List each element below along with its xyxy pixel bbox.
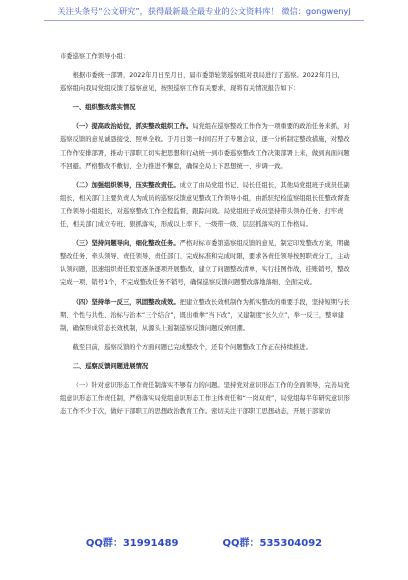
qq-group-1[interactable]: QQ群：31991489: [85, 538, 179, 549]
item-paragraph-1: [60, 120, 350, 172]
qq-group-2[interactable]: QQ群：535304092: [222, 538, 323, 549]
item-title: （二）加强组织领导，压实整改责任。: [72, 181, 180, 189]
item-paragraph-3: [60, 237, 350, 289]
item-title: （三）坚持问题导向，细化整改任务。: [72, 240, 180, 248]
promo-banner[interactable]: 关注头条号“公文研究”，获得最新最全最专业的公文资料库！ 微信：gongwenyj: [57, 6, 351, 16]
item-title: （四）坚持举一反三，巩固整改成效。: [72, 298, 180, 306]
header-divider: [44, 20, 364, 21]
item-body: 严格对标市委第巡察组反馈的意见，制定印发整改方案，明确整改任务、牵头领导、责任领导、责任部门、完成标准和完成时限，要求各责任领导按照职责分工，主动认领问题，迅速组织责任股室逐条逐项开展整改，建立了问题整改清单，实行挂图作战，挂账销号，整改完成一项、销号1个，不完成整改任务不销号，确保巡察反馈问题整改落地落细、全面完成。: [60, 240, 350, 287]
document-body: [60, 50, 350, 418]
item-body: 成立了由局党组书记、局长任组长，其他局党组班子成员任副组长，相关部门主要负责人为成员的巡察反馈意见整改工作领导小组，由派驻纪检监察组组长任整改督查工作领导小组组长，对巡察整改工作全程监督，跟踪问效。局党组班子成员坚持带头领办任务、打牢责任，相关部门成立专班、狠抓落实，形成以上率下、一级带一级、层层抓落实的工作格局。: [60, 181, 350, 229]
item-paragraph-4: [60, 296, 350, 335]
item-title: （一）提高政治站位，抓实整改组织工作。: [72, 123, 193, 131]
item-paragraph-2: [60, 179, 350, 231]
contact-footer: [0, 537, 408, 551]
item-body: 局党组在巡察整改工作作为一项重要的政治任务来抓，对巡察反馈的意见诚恳接受、照单全收。于月日第一时间召开了专题会议，逐一分析制定整改措施，对整改工作作安排部署，推动干部职工切实把思想和行动统一到市委巡察整改工作决策部署上来，做到真面问题不回避。严格整改不敷衍、全力推进不懈怠，确保全局上下思想统一、步调一致。: [60, 123, 350, 170]
closing-paragraph: 截至目前，巡察反馈的个方面问题已完成整改个，还有个问题整改工作正在持续推进。: [72, 343, 312, 351]
intro-paragraph: 根据市委统一部署，2022年月日至月日，届市委第轮第巡察组对我局进行了巡察。2022年月日，巡察组向我局党组反馈了巡察意见，按照巡察工作有关要求，现将有关情况报告如下：: [60, 72, 344, 93]
item-body: 把建立整改长效机制作为抓实整改的重要手段，坚持短期与长期、个性与共性、治标与治本“三个结合”，既出重拳“当下改”，又建制度“长久立”，举一反三，整章建制，确保形成常态长效机制，从源头上遏制巡察反馈问题反弹回潮。: [60, 298, 350, 332]
section2-paragraph: （一）针对意识形态工作责任制落实不够有力的问题。坚持党对意识形态工作的全面领导，完善局党组意识形态工作责任制，严格落实局党组意识形态工作主体责任和“一岗双责”，局党组每半年研究意识形态工作不少于次，做好干部职工的思想政治教育工作。密切关注干部职工思想动态，开展干部家访: [60, 381, 350, 416]
section-heading-2: 二、巡察反馈问题进展情况: [72, 362, 149, 370]
section-heading-1: 一、组织整改落实情况: [72, 104, 136, 112]
salutation: 市委巡察工作领导小组：: [60, 53, 130, 60]
